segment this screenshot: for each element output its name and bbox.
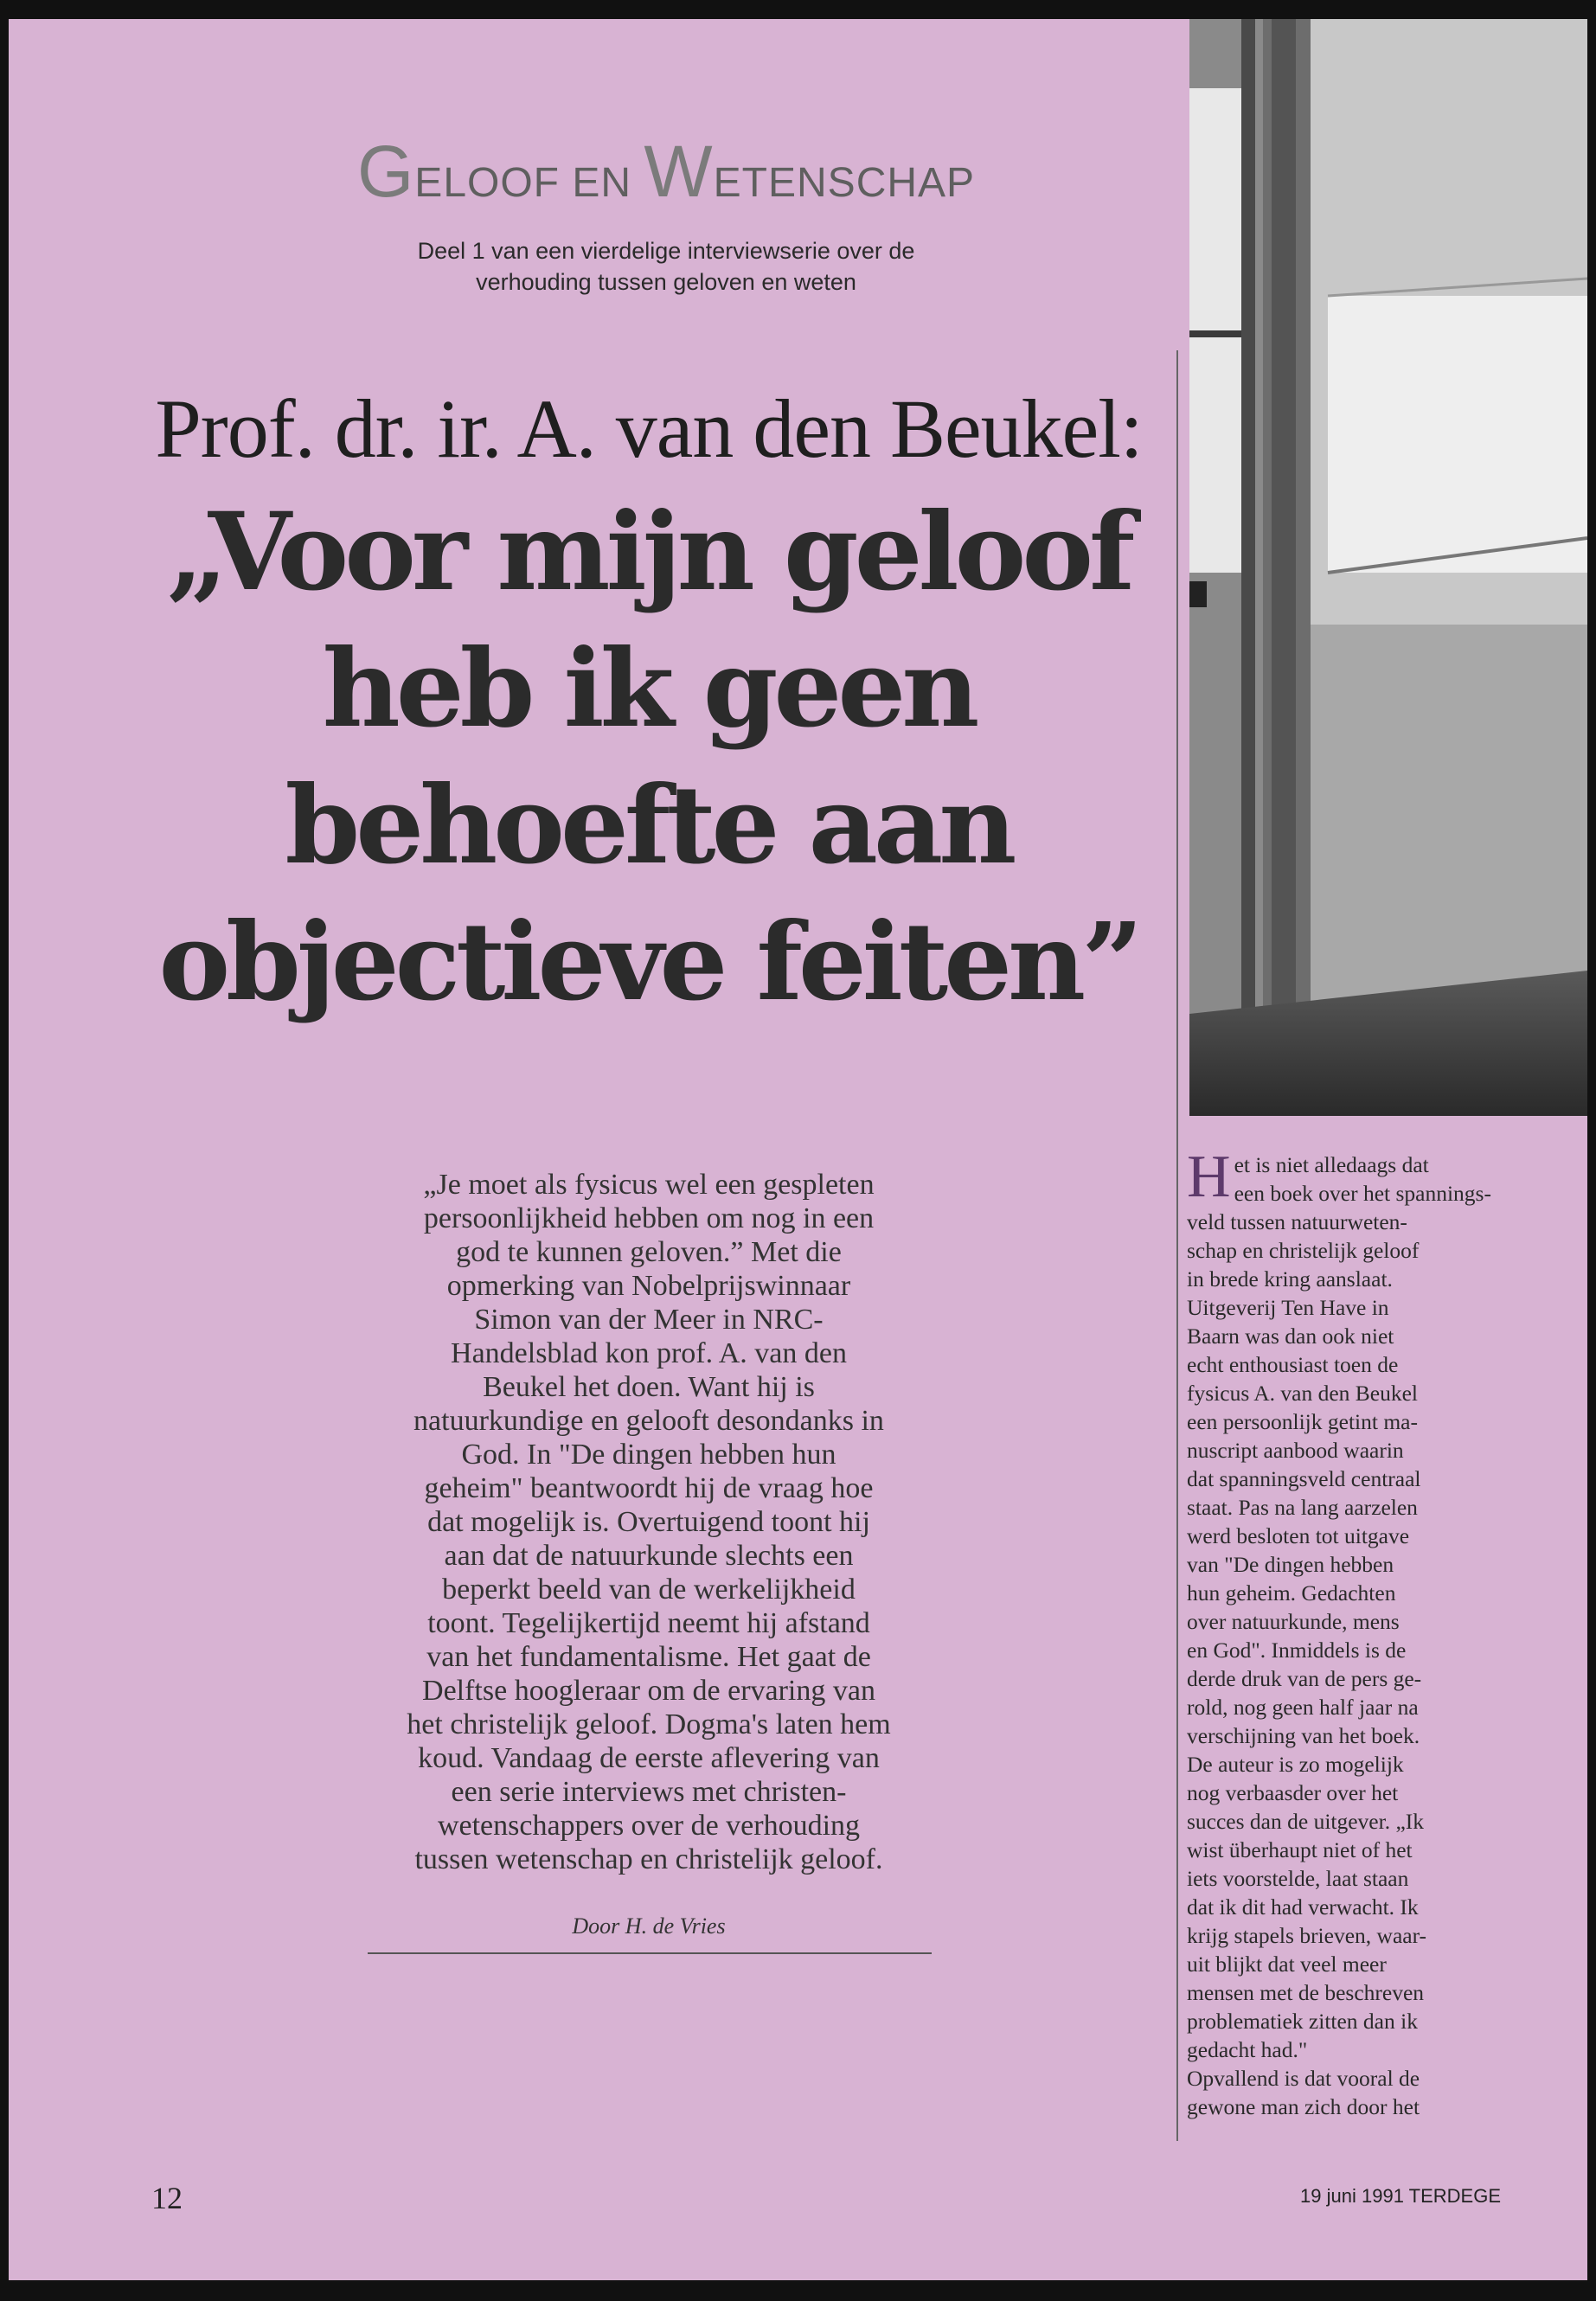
intro-line: God. In "De dingen hebben hun: [461, 1439, 836, 1471]
intro-paragraph: [372, 1168, 926, 1876]
body-line: krijg stapels brieven, waar-: [1187, 1923, 1427, 1948]
body-line: in brede kring aanslaat.: [1187, 1266, 1393, 1292]
series-title-word-2: ETENSCHAP: [713, 160, 976, 206]
intro-line: geheim" beantwoordt hij de vraag hoe: [424, 1472, 874, 1504]
body-line: rold, nog geen half jaar na: [1187, 1695, 1419, 1720]
series-title-initial-1: G: [356, 131, 415, 212]
body-line: verschijning van het boek.: [1187, 1723, 1420, 1748]
series-title: [329, 130, 1003, 214]
body-column: [1187, 1144, 1509, 2121]
headline-line: heb ik geen: [322, 626, 976, 752]
intro-line: van het fundamentalisme. Het gaat de: [426, 1641, 871, 1673]
intro-line: wetenschappers over de verhouding: [437, 1810, 861, 1842]
scan-border-right: [1587, 0, 1596, 2301]
byline-divider: [368, 1952, 932, 1954]
scan-border-top: [0, 0, 1596, 19]
body-line: over natuurkunde, mens: [1187, 1609, 1400, 1634]
body-line: derde druk van de pers ge-: [1187, 1666, 1422, 1691]
column-divider: [1176, 350, 1178, 2141]
headline-line: objectieve feiten”: [158, 900, 1139, 1025]
intro-line: toont. Tegelijkertijd neemt hij afstand: [427, 1607, 870, 1639]
intro-line: persoonlijkheid hebben om nog in een: [423, 1202, 875, 1234]
body-line: en God". Inmiddels is de: [1187, 1638, 1407, 1663]
scan-border-left: [0, 0, 9, 2301]
intro-line: god te kunnen geloven.” Met die: [456, 1236, 842, 1268]
body-line: staat. Pas na lang aarzelen: [1187, 1495, 1418, 1520]
intro-line: tussen wetenschap en christelijk geloof.: [414, 1843, 883, 1875]
body-line: Baarn was dan ook niet: [1187, 1324, 1394, 1349]
body-line: wist überhaupt niet of het: [1187, 1837, 1413, 1862]
body-line: van "De dingen hebben: [1187, 1552, 1394, 1577]
intro-line: Simon van der Meer in NRC-: [474, 1304, 824, 1336]
body-line: gedacht had.": [1187, 2037, 1308, 2062]
body-line: een persoonlijk getint ma-: [1187, 1409, 1418, 1434]
body-line: dat ik dit had verwacht. Ik: [1187, 1894, 1419, 1920]
body-line: iets voorstelde, laat staan: [1187, 1866, 1409, 1891]
scan-border-bottom: [0, 2280, 1596, 2301]
body-line: nuscript aanbood waarin: [1187, 1438, 1404, 1463]
body-line: Opvallend is dat vooral de: [1187, 2066, 1420, 2091]
series-subtitle-line: Deel 1 van een vierdelige interviewserie over de: [417, 238, 915, 264]
series-title-initial-2: W: [644, 131, 714, 212]
headline-kicker: Prof. dr. ir. A. van den Beukel:: [155, 382, 1143, 475]
body-line: fysicus A. van den Beukel: [1187, 1381, 1418, 1406]
body-line: De auteur is zo mogelijk: [1187, 1752, 1404, 1777]
series-subtitle: [329, 235, 1003, 298]
body-line: succes dan de uitgever. „Ik: [1187, 1809, 1425, 1834]
intro-line: dat mogelijk is. Overtuigend toont hij: [427, 1506, 870, 1538]
body-line: dat spanningsveld centraal: [1187, 1466, 1421, 1491]
body-line: werd besloten tot uitgave: [1187, 1523, 1410, 1548]
body-line: gewone man zich door het: [1187, 2094, 1420, 2119]
series-title-word-1: ELOOF EN: [414, 160, 644, 206]
body-line: echt enthousiast toen de: [1187, 1352, 1399, 1377]
intro-line: beperkt beeld van de werkelijkheid: [442, 1574, 856, 1606]
intro-line: „Je moet als fysicus wel een gespleten: [423, 1169, 875, 1201]
intro-line: Delftse hoogleraar om de ervaring van: [422, 1675, 875, 1707]
body-line: hun geheim. Gedachten: [1187, 1580, 1396, 1606]
drop-cap: H: [1187, 1144, 1231, 1210]
room-photo-illustration: [1189, 19, 1587, 1116]
intro-line: Handelsblad kon prof. A. van den: [451, 1337, 847, 1369]
intro-line: opmerking van Nobelprijswinnaar: [446, 1270, 851, 1302]
intro-line: natuurkundige en gelooft desondanks in: [413, 1405, 884, 1437]
headline-line: behoefte aan: [285, 763, 1013, 888]
body-line: nog verbaasder over het: [1187, 1780, 1399, 1805]
body-line: uit blijkt dat veel meer: [1187, 1952, 1387, 1977]
intro-line: een serie interviews met christen-: [451, 1776, 847, 1808]
body-line: een boek over het spannings-: [1234, 1181, 1491, 1206]
headline-line: „Voor mijn geloof: [166, 490, 1131, 615]
page-number: 12: [151, 2181, 183, 2215]
byline: Door H. de Vries: [572, 1913, 726, 1939]
issue-info: 19 juni 1991 TERDEGE: [1300, 2185, 1501, 2207]
intro-line: het christelijk geloof. Dogma's laten hem: [407, 1708, 891, 1740]
body-line: Uitgeverij Ten Have in: [1187, 1295, 1389, 1320]
body-line: veld tussen natuurweten-: [1187, 1209, 1407, 1234]
intro-line: koud. Vandaag de eerste aflevering van: [418, 1742, 880, 1774]
body-line: et is niet alledaags dat: [1234, 1152, 1429, 1177]
body-line: mensen met de beschreven: [1187, 1980, 1425, 2005]
series-subtitle-line: verhouding tussen geloven en weten: [476, 269, 856, 295]
body-line: schap en christelijk geloof: [1187, 1238, 1420, 1263]
body-line: problematiek zitten dan ik: [1187, 2009, 1418, 2034]
headline: [138, 484, 1159, 1031]
intro-line: Beukel het doen. Want hij is: [483, 1371, 815, 1403]
interview-photo: [1189, 19, 1587, 1116]
intro-line: aan dat de natuurkunde slechts een: [444, 1540, 854, 1572]
